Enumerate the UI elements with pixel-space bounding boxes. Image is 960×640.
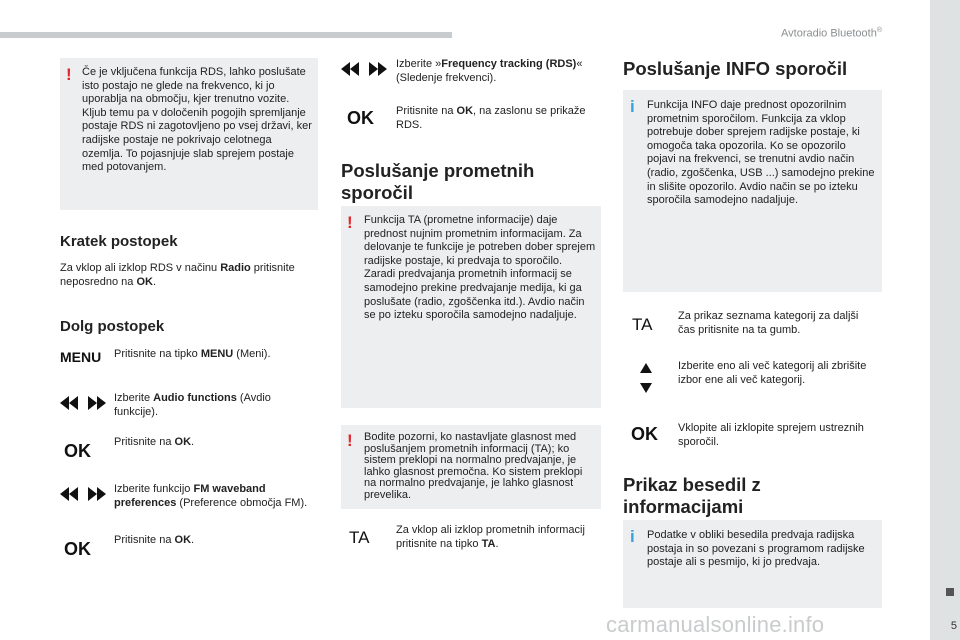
long-procedure-heading: Dolg postopek [60,318,165,335]
header-title: Avtoradio Bluetooth® [781,27,882,40]
volume-warning-text: Bodite pozorni, ko nastavljate glasnost med poslušanjem prometnih informacij (TA); ko sistem preklopi na normalno predvajanje, je lahko glasnost premočna. Ko sistem preklopi na normalno predvajanje, je lahko glasnost prevelika. [364,431,583,501]
arrow-down-icon [640,383,652,393]
step-ok-text: Pritisnite na OK. [114,534,195,546]
seek-arrows-icon [60,487,106,501]
menu-button-icon: MENU [60,349,102,365]
traffic-messages-heading: Poslušanje prometnih sporočil [341,160,535,203]
ta-button-icon: TA [632,315,653,334]
info-icon: i [630,527,635,546]
ta-button-icon: TA [349,528,370,547]
ok-button-icon: OK [64,441,91,461]
step-audio-functions-text: Izberite Audio functions (Avdio funkcije). [114,392,271,418]
warning-icon: ! [347,213,353,232]
text-info-heading: Prikaz besedil z informacijami [623,474,761,517]
arrow-up-icon [640,363,652,373]
step-fm-preferences-text: Izberite funkcijo FM waveband preferences (Preference območja FM). [114,483,308,509]
warning-icon: ! [66,65,72,84]
info-messages-heading: Poslušanje INFO sporočil [623,58,848,79]
step-ok-rds-text: Pritisnite na OK, na zaslonu se prikaže RDS. [396,105,586,131]
seek-arrows-icon [60,396,106,410]
rds-warning-box [60,58,318,210]
text-info-note-text: Podatke v obliki besedila predvaja radijska postaja in so povezani s programom radijske postaje ali s pesmijo, ki jo predvaja. [647,529,865,569]
right-sidebar [930,0,960,640]
warning-icon: ! [347,431,353,450]
ok-button-icon: OK [347,108,374,128]
info-note-box [623,90,882,292]
seek-arrows-icon [341,62,387,76]
volume-warning-box [341,425,601,509]
ok-button-icon: OK [64,539,91,559]
step-frequency-tracking-text: Izberite »Frequency tracking (RDS)« (Sledenje frekvenci). [396,58,583,84]
short-procedure-text: Za vklop ali izklop RDS v načinu Radio pritisnite neposredno na OK. [60,262,295,288]
top-bar [0,32,452,38]
page-number: 5 [950,620,957,632]
info-note-text: Funkcija INFO daje prednost opozorilnim prometnim sporočilom. Funkcija za vklop potrebuje dober sprejem radijske postaje, ki omogoča taka opozorila. Ko se opozorilo pojavi na frekvenci, se trenutni avdio način (radio, zgoščenka, USB ...) samodejno prekine in slišite opozorilo. Avdio način se po izteku sporočila samodejno nadaljuje. [647,99,875,207]
step-ok-text: Pritisnite na OK. [114,436,195,448]
short-procedure-heading: Kratek postopek [60,233,178,250]
text-info-note-box [623,520,882,608]
ta-category-text: Za prikaz seznama kategorij za daljši čas pritisnite na ta gumb. [678,310,859,336]
watermark: carmanualsonline.info [606,612,825,637]
rds-warning-text: Če je vključena funkcija RDS, lahko poslušate isto postajo ne glede na frekvenco, ki jo uporablja na območju, kjer trenutno vozite. Kljub temu pa v določenih pogojih spremljanje postaje RDS ni zagotovljeno po vsej državi, ker radijske postaje ne pokrivajo celotnega ozemlja. To pojasnjuje slab sprejem postaje med potovanjem. [82,66,312,174]
ok-button-icon: OK [631,424,658,444]
ta-toggle-text: Za vklop ali izklop prometnih informacij pritisnite na tipko TA. [396,524,585,550]
ok-reception-text: Vklopite ali izklopite sprejem ustreznih sporočil. [678,422,864,448]
bullet-square-icon [946,588,954,596]
info-icon: i [630,97,635,116]
ta-warning-box [341,206,601,408]
step-menu-text: Pritisnite na tipko MENU (Meni). [114,348,271,360]
ta-warning-text: Funkcija TA (prometne informacije) daje prednost nujnim prometnim informacijam. Za delovanje te funkcije je potreben dober sprejem radijske postaje, ki predvaja to sporočilo. Zaradi predvajanja prometnih informacij se samodejno prekine predvajanje medija, ki ga poslušate (radio, zgoščenka itd.). Avdio način se po izteku sporočila samodejno nadaljuje. [364,214,596,322]
category-select-text: Izberite eno ali več kategorij ali zbrišite izbor ene ali več kategorij. [678,360,867,386]
